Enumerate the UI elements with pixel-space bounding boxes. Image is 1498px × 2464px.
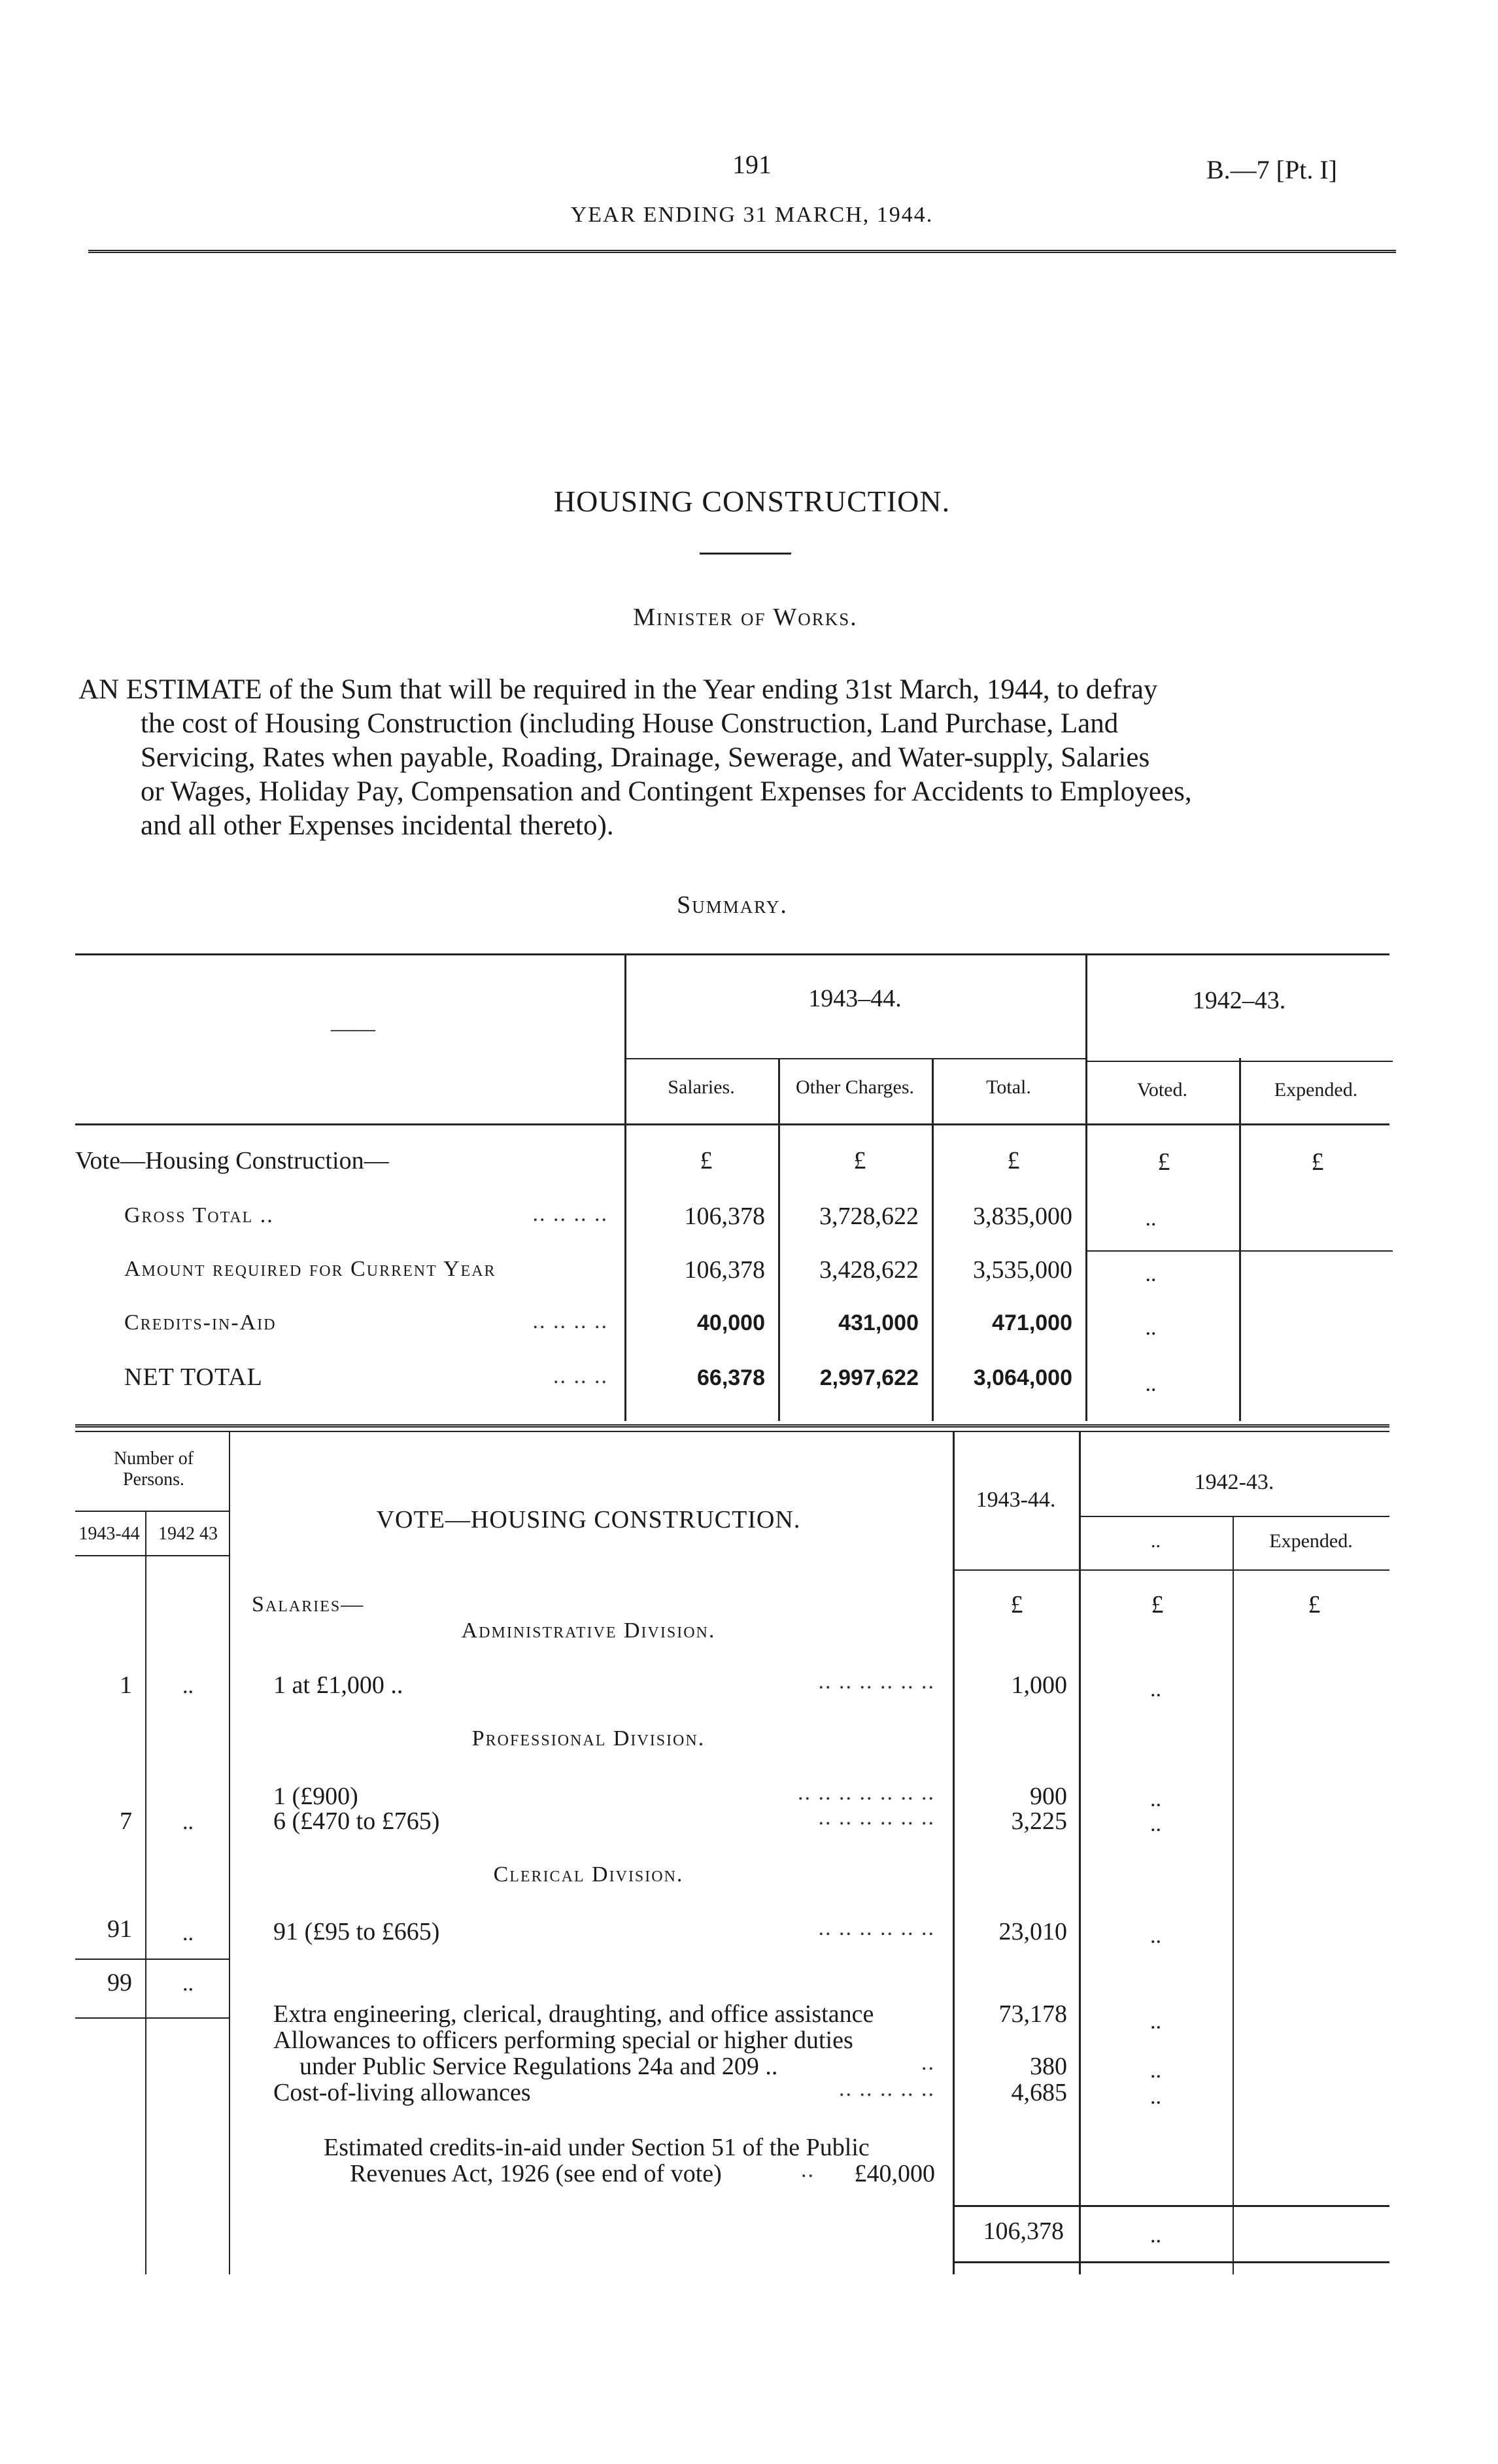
row-voted: .. bbox=[1150, 2010, 1161, 2034]
year-ending-line: YEAR ENDING 31 MARCH, 1944. bbox=[570, 203, 934, 227]
row-voted: .. bbox=[1150, 1677, 1161, 1702]
summary-group-rule-1 bbox=[624, 1058, 1085, 1059]
summary-col-expended: Expended. bbox=[1274, 1079, 1358, 1101]
vote-subtotal-voted: .. bbox=[1150, 2223, 1161, 2248]
salaries-heading: Salaries— bbox=[252, 1592, 365, 1617]
row-label: 91 (£95 to £665) bbox=[273, 1918, 440, 1945]
summary-row-salaries: 106,378 bbox=[684, 1256, 765, 1284]
estimate-line-3: Servicing, Rates when payable, Roading, Drainage, Sewerage, and Water-supply, Salaries bbox=[141, 742, 1150, 773]
summary-dash: —— bbox=[331, 1017, 375, 1041]
row-amount: 4,685 bbox=[1011, 2079, 1067, 2106]
summary-col-other: Other Charges. bbox=[795, 1076, 915, 1098]
summary-row-rule bbox=[1085, 1250, 1393, 1252]
summary-group-1942: 1942–43. bbox=[1192, 987, 1286, 1014]
vote-currency-voted: £ bbox=[1151, 1591, 1164, 1618]
persons-col-1943: 1943-44 bbox=[78, 1524, 140, 1544]
row-dots: .. .. .. .. .. .. bbox=[818, 1916, 935, 1940]
vote-col-expended: Expended. bbox=[1269, 1530, 1353, 1552]
estimate-line-5: and all other Expenses incidental thereto). bbox=[141, 810, 614, 841]
summary-row-salaries: 106,378 bbox=[684, 1203, 765, 1230]
row-persons: 1 bbox=[120, 1671, 132, 1699]
summary-vote-label: Vote—Housing Construction— bbox=[75, 1147, 389, 1174]
vote-vline-persons bbox=[229, 1431, 230, 2274]
row-label: 1 (£900) bbox=[273, 1783, 358, 1810]
vote-subtotal-rule bbox=[953, 2205, 1389, 2207]
summary-row-dots: .. .. .. .. bbox=[532, 1309, 608, 1333]
vote-persons-total-rule bbox=[75, 2017, 229, 2019]
row-dots: .. bbox=[921, 2051, 935, 2075]
summary-row-salaries: 66,378 bbox=[697, 1365, 765, 1390]
row-label: Extra engineering, clerical, draughting, and office assistance bbox=[273, 2000, 874, 2028]
summary-row-total: 3,535,000 bbox=[973, 1256, 1072, 1284]
vote-title: VOTE—HOUSING CONSTRUCTION. bbox=[376, 1506, 801, 1533]
row-dots: .. .. .. .. .. .. .. bbox=[798, 1781, 935, 1805]
page-title: HOUSING CONSTRUCTION. bbox=[553, 485, 951, 518]
row-voted: .. bbox=[1150, 2059, 1161, 2083]
persons-total: 99 bbox=[107, 1969, 132, 1996]
summary-currency-other: £ bbox=[853, 1147, 866, 1174]
row-voted: .. bbox=[1150, 2085, 1161, 2109]
header-rule bbox=[88, 250, 1396, 253]
summary-currency-voted: £ bbox=[1157, 1148, 1170, 1176]
vote-currency-1943: £ bbox=[1010, 1591, 1023, 1618]
vote-persons-header-rule bbox=[75, 1555, 229, 1556]
vote-1942-group-rule bbox=[1079, 1516, 1389, 1517]
vote-persons-subtotal-rule bbox=[75, 1959, 229, 1960]
row-persons-prev: .. bbox=[182, 1674, 194, 1698]
summary-row-label: Credits-in-Aid bbox=[124, 1310, 277, 1335]
summary-row-label: Gross Total .. bbox=[124, 1203, 274, 1227]
row-dots: .. .. .. .. .. .. bbox=[818, 1805, 935, 1830]
vote-vline-expended bbox=[1233, 1517, 1234, 2274]
row-amount: 900 bbox=[1030, 1783, 1067, 1810]
summary-col-total: Total. bbox=[986, 1076, 1031, 1098]
summary-col-salaries: Salaries. bbox=[668, 1076, 735, 1098]
row-persons-prev: .. bbox=[182, 1921, 194, 1945]
estimate-line-1: AN ESTIMATE of the Sum that will be required in the Year ending 31st March, 1944, to defray bbox=[78, 674, 1158, 705]
document-reference: B.—7 [Pt. I] bbox=[1206, 155, 1337, 184]
summary-row-voted: .. bbox=[1145, 1262, 1157, 1286]
summary-row-total: 3,064,000 bbox=[973, 1365, 1072, 1390]
summary-group-1943: 1943–44. bbox=[808, 985, 902, 1012]
row-persons: 7 bbox=[120, 1807, 132, 1835]
summary-top-rule bbox=[75, 953, 1389, 955]
summary-row-label: NET TOTAL bbox=[124, 1363, 263, 1391]
vote-header-rule bbox=[953, 1569, 1389, 1571]
vote-col-1943: 1943-44. bbox=[976, 1488, 1056, 1512]
summary-row-voted: .. bbox=[1145, 1206, 1157, 1231]
summary-group-rule-2 bbox=[1085, 1061, 1393, 1062]
vote-col-voted: .. bbox=[1151, 1530, 1161, 1552]
minister-line: Minister of Works. bbox=[633, 604, 858, 631]
vote-vline-1943 bbox=[953, 1431, 955, 2274]
row-amount: 1,000 bbox=[1011, 1671, 1067, 1699]
credits-dots: .. bbox=[801, 2158, 815, 2182]
summary-row-dots: .. .. .. bbox=[553, 1364, 608, 1388]
vote-subtotal: 106,378 bbox=[983, 2217, 1064, 2245]
credits-line-2: Revenues Act, 1926 (see end of vote) bbox=[350, 2160, 722, 2187]
summary-row-other: 2,997,622 bbox=[819, 1365, 919, 1390]
persons-heading: Number of Persons. bbox=[113, 1448, 194, 1490]
credits-amount: £40,000 bbox=[854, 2160, 935, 2187]
vote-top-rule bbox=[75, 1431, 1389, 1432]
vote-vline-persons-split bbox=[145, 1511, 146, 2274]
vote-vline-voted bbox=[1079, 1431, 1081, 2274]
vote-group-1942: 1942-43. bbox=[1194, 1470, 1274, 1494]
summary-row-voted: .. bbox=[1145, 1372, 1157, 1396]
summary-row-label: Amount required for Current Year bbox=[124, 1257, 496, 1281]
clerical-division-heading: Clerical Division. bbox=[493, 1862, 684, 1887]
summary-row-salaries: 40,000 bbox=[697, 1310, 765, 1335]
row-voted: .. bbox=[1150, 1787, 1161, 1811]
row-label: 1 at £1,000 .. bbox=[273, 1671, 403, 1699]
summary-row-total: 471,000 bbox=[992, 1310, 1072, 1335]
page-number: 191 bbox=[732, 150, 772, 179]
summary-vline-1 bbox=[624, 953, 626, 1421]
row-label: 6 (£470 to £765) bbox=[273, 1807, 440, 1835]
summary-vline-4 bbox=[1085, 953, 1087, 1421]
persons-col-1942: 1942 43 bbox=[158, 1524, 218, 1544]
allowances-line-1: Allowances to officers performing special or higher duties bbox=[273, 2027, 853, 2054]
prof-division-heading: Professional Division. bbox=[471, 1726, 706, 1751]
summary-row-other: 3,428,622 bbox=[819, 1256, 919, 1284]
title-rule bbox=[700, 553, 791, 555]
row-dots: .. .. .. .. .. bbox=[839, 2077, 935, 2101]
summary-row-voted: .. bbox=[1145, 1316, 1157, 1340]
summary-row-other: 431,000 bbox=[838, 1310, 919, 1335]
row-voted: .. bbox=[1150, 1924, 1161, 1948]
summary-currency-total: £ bbox=[1007, 1147, 1020, 1174]
summary-currency-salaries: £ bbox=[700, 1147, 713, 1174]
estimate-line-2: the cost of Housing Construction (including House Construction, Land Purchase, Land bbox=[141, 708, 1119, 739]
vote-currency-expended: £ bbox=[1308, 1591, 1321, 1618]
summary-row-dots: .. .. .. .. bbox=[532, 1202, 608, 1226]
row-amount: 3,225 bbox=[1011, 1807, 1067, 1835]
row-label: Cost-of-living allowances bbox=[273, 2079, 531, 2106]
estimate-line-4: or Wages, Holiday Pay, Compensation and Contingent Expenses for Accidents to Employees, bbox=[141, 776, 1192, 807]
summary-bottom-rule bbox=[75, 1424, 1389, 1428]
row-amount: 73,178 bbox=[998, 2000, 1067, 2028]
credits-line-1: Estimated credits-in-aid under Section 51 of the Public bbox=[324, 2134, 870, 2161]
row-amount: 23,010 bbox=[998, 1918, 1067, 1945]
admin-division-heading: Administrative Division. bbox=[461, 1618, 716, 1643]
vote-bottom-rule bbox=[953, 2261, 1389, 2263]
summary-currency-expended: £ bbox=[1311, 1148, 1324, 1176]
row-persons: 91 bbox=[107, 1915, 132, 1943]
summary-header-rule bbox=[75, 1123, 1389, 1125]
summary-row-other: 3,728,622 bbox=[819, 1203, 919, 1230]
allowances-line-2: under Public Service Regulations 24a and 209 .. bbox=[299, 2053, 778, 2080]
summary-heading: Summary. bbox=[677, 891, 788, 919]
summary-vline-5 bbox=[1239, 1058, 1241, 1421]
persons-total-prev: .. bbox=[182, 1972, 194, 1996]
summary-col-voted: Voted. bbox=[1137, 1079, 1187, 1101]
row-dots: .. .. .. .. .. .. bbox=[818, 1669, 935, 1694]
row-voted: .. bbox=[1150, 1812, 1161, 1836]
row-amount: 380 bbox=[1030, 2053, 1067, 2080]
summary-row-total: 3,835,000 bbox=[973, 1203, 1072, 1230]
row-persons-prev: .. bbox=[182, 1810, 194, 1834]
vote-persons-rule bbox=[75, 1511, 229, 1512]
